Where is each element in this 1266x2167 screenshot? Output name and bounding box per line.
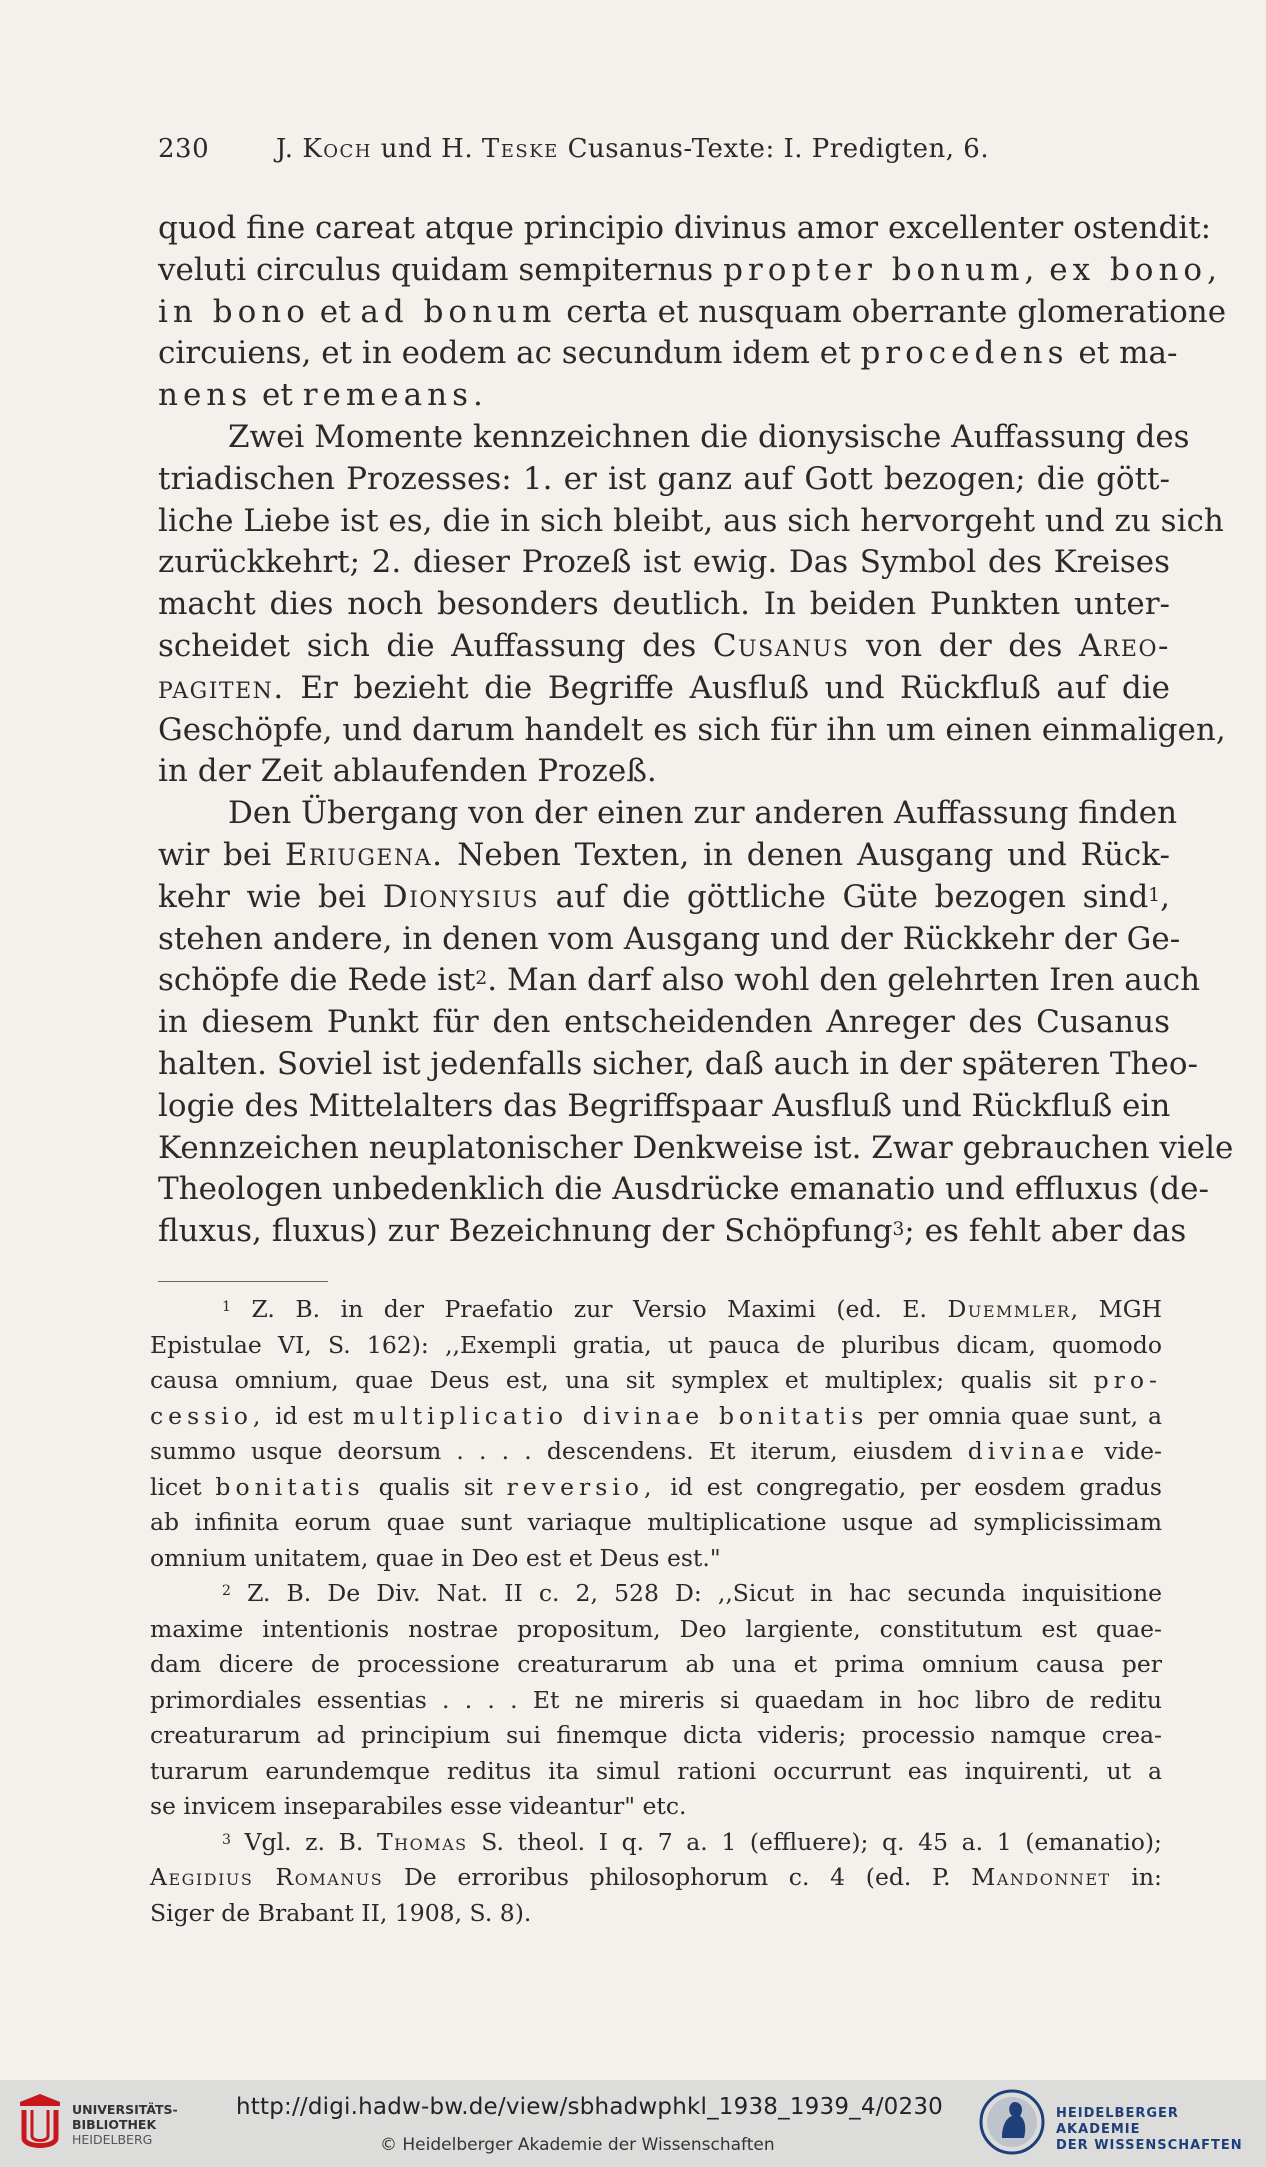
name-smallcaps: Aegidius Romanus xyxy=(150,1863,384,1891)
academy-seal-icon xyxy=(978,2088,1046,2156)
author2-name: Teske xyxy=(481,134,559,164)
footnote-1: $^1$ Z. B. in der Praefatio zur Versio Maximi (ed. E. Duemmler, MGH xyxy=(222,1295,1162,1323)
running-header xyxy=(158,134,1058,164)
header-connector: und xyxy=(380,134,433,164)
footnote-line: dam dicere de processione creaturarum ab una et prima omnium causa per xyxy=(150,1650,1162,1678)
footnote-line: licet bonitatis qualis sit reversio, id est congregatio, per eosdem gradus xyxy=(150,1472,1162,1501)
body-line: quod fine careat atque principio divinus amor excellenter ostendit: xyxy=(158,210,1212,246)
body-line: kehr wie bei Dionysius auf die göttliche Güte bezogen sind$^1$, xyxy=(158,878,1170,915)
spaced-emphasis: divinae xyxy=(967,1437,1090,1465)
body-line: scheidet sich die Auffassung des Cusanus von der des Areo- xyxy=(158,627,1170,664)
body-line: in bono et ad bonum certa et nusquam oberrante glomeratione xyxy=(158,293,1227,330)
footnote-mark: 2 xyxy=(222,1583,231,1599)
university-library-name: UNIVERSITÄTS- BIBLIOTHEK HEIDELBERG xyxy=(72,2102,178,2147)
body-line: nens et remeans. xyxy=(158,377,488,414)
body-line: veluti circulus quidam sempiternus propter bonum, ex bono, xyxy=(158,251,1222,288)
spaced-emphasis: bonitatis xyxy=(215,1472,365,1501)
body-line: wir bei Eriugena. Neben Texten, in denen Ausgang und Rück- xyxy=(158,836,1171,873)
spaced-emphasis: remeans. xyxy=(302,377,488,414)
body-line: Zwei Momente kennzeichnen die dionysische Auffassung des xyxy=(228,418,1190,455)
spaced-emphasis: multiplicatio divinae bonitatis xyxy=(352,1401,869,1430)
footnote-line: se invicem inseparabiles esse videantur" etc. xyxy=(150,1792,687,1820)
footnote-mark: 3 xyxy=(222,1831,231,1848)
footnote-2: $^2$ Z. B. De Div. Nat. II c. 2, 528 D: ,,Sicut in hac secunda inquisitione xyxy=(222,1579,1162,1607)
spaced-emphasis: procedens xyxy=(860,335,1069,372)
footnote-line: Aegidius Romanus De erroribus philosophorum c. 4 (ed. P. Mandonnet in: xyxy=(150,1863,1162,1891)
spaced-emphasis: pro- xyxy=(1093,1366,1162,1394)
academy-name: HEIDELBERGER AKADEMIE DER WISSENSCHAFTEN xyxy=(1056,2106,1243,2153)
spaced-emphasis: nens xyxy=(158,377,253,414)
name-smallcaps: Areo- xyxy=(1078,627,1170,664)
name-smallcaps: pagiten. xyxy=(158,669,285,706)
permalink-url[interactable]: http://digi.hadw-bw.de/view/sbhadwphkl_1938_1939_4/0230 xyxy=(236,2094,943,2120)
footnote-line: Epistulae VI, S. 162): ,,Exempli gratia, ut pauca de pluribus dicam, quomodo xyxy=(150,1330,1162,1359)
name-smallcaps: Mandonnet xyxy=(971,1863,1111,1891)
footnote-line: turarum earundemque reditus ita simul rationi occurrunt eas inquirenti, ut a xyxy=(150,1756,1162,1785)
footnote-line: Siger de Brabant II, 1908, S. 8). xyxy=(150,1898,532,1927)
name-smallcaps: Cusanus xyxy=(712,627,850,664)
running-title: Cusanus-Texte: I. Predigten, 6. xyxy=(567,134,990,164)
footnote-ref: 1 xyxy=(1148,884,1161,906)
name-smallcaps: Eriugena. xyxy=(284,836,444,873)
body-line: triadischen Prozesses: 1. er ist ganz auf Gott bezogen; die gött- xyxy=(158,460,1170,497)
body-line: in diesem Punkt für den entscheidenden Anreger des Cusanus xyxy=(158,1004,1170,1041)
page-number: 230 xyxy=(158,134,210,164)
name-smallcaps: Duemmler xyxy=(947,1295,1071,1323)
spaced-emphasis: in bono xyxy=(158,293,310,330)
footnote-line: primordiales essentias . . . . Et ne mireris si quaedam in hoc libro de reditu xyxy=(150,1685,1162,1714)
body-line: circuiens, et in eodem ac secundum idem et procedens et ma- xyxy=(158,335,1178,372)
footnote-ref: 3 xyxy=(892,1219,905,1241)
body-line: fluxus, fluxus) zur Bezeichnung der Schöpfung$^3$; es fehlt aber das xyxy=(158,1213,1187,1250)
body-line: stehen andere, in denen vom Ausgang und der Rückkehr der Ge- xyxy=(158,920,1181,957)
footnote-line: maxime intentionis nostrae propositum, Deo largiente, constitutum est quae- xyxy=(150,1614,1162,1643)
footer-bar xyxy=(0,2080,1266,2167)
name-smallcaps: Dionysius xyxy=(382,878,539,915)
footnotes xyxy=(150,1292,1162,1931)
footnote-rule xyxy=(158,1281,328,1282)
body-line: Den Übergang von der einen zur anderen Auffassung finden xyxy=(228,795,1178,832)
footnote-ref: 2 xyxy=(475,968,488,990)
footnote-line: cessio, id est multiplicatio divinae bonitatis per omnia quae sunt, a xyxy=(150,1401,1162,1430)
body-line: in der Zeit ablaufenden Prozeß. xyxy=(158,753,657,790)
body-line: logie des Mittelalters das Begriffspaar Ausfluß und Rückfluß ein xyxy=(158,1087,1171,1124)
copyright-notice: © Heidelberger Akademie der Wissenschaften xyxy=(380,2135,775,2155)
body-line: zurückkehrt; 2. dieser Prozeß ist ewig. Das Symbol des Kreises xyxy=(158,544,1170,581)
body-line: halten. Soviel ist jedenfalls sicher, daß auch in der späteren Theo- xyxy=(158,1045,1198,1082)
body-line: Geschöpfe, und darum handelt es sich für ihn um einen einmaligen, xyxy=(158,711,1226,748)
spaced-emphasis: reversio, xyxy=(506,1472,657,1501)
footnote-3: $^3$ Vgl. z. B. Thomas S. theol. I q. 7 a. 1 (effluere); q. 45 a. 1 (emanatio); xyxy=(222,1827,1162,1856)
body-line: Theologen unbedenklich die Ausdrücke emanatio und effluxus (de- xyxy=(158,1171,1209,1208)
spaced-emphasis: cessio, xyxy=(150,1401,266,1430)
body-text xyxy=(158,208,1234,1253)
footnote-line: ab infinita eorum quae sunt variaque multiplicatione usque ad symplicissimam xyxy=(150,1508,1162,1536)
footnote-line: summo usque deorsum . . . . descendens. Et iterum, eiusdem divinae vide- xyxy=(150,1437,1162,1465)
footnote-line: creaturarum ad principium sui finemque dicta videris; processio namque crea- xyxy=(150,1721,1162,1749)
university-library-logo-icon xyxy=(14,2092,66,2154)
author1-initial: J. xyxy=(275,134,294,164)
body-line: liche Liebe ist es, die in sich bleibt, aus sich hervorgeht und zu sich xyxy=(158,502,1224,539)
body-line: schöpfe die Rede ist$^2$. Man darf also wohl den gelehrten Iren auch xyxy=(158,962,1201,999)
footnote-line: causa omnium, quae Deus est, una sit symplex et multiplex; qualis sit pro- xyxy=(150,1366,1162,1394)
author2-initial: H. xyxy=(441,134,474,164)
footnote-mark: 1 xyxy=(222,1299,231,1315)
spaced-emphasis: ex bono, xyxy=(1049,251,1222,288)
footnote-line: omnium unitatem, quae in Deo est et Deus est." xyxy=(150,1543,721,1572)
spaced-emphasis: propter bonum, xyxy=(723,251,1040,288)
name-smallcaps: Thomas xyxy=(376,1827,468,1856)
body-line: pagiten. Er bezieht die Begriffe Ausfluß und Rückfluß auf die xyxy=(158,669,1170,706)
author1-name: Koch xyxy=(302,134,372,164)
body-line: macht dies noch besonders deutlich. In beiden Punkten unter- xyxy=(158,586,1170,623)
spaced-emphasis: ad bonum xyxy=(360,293,557,330)
body-line: Kennzeichen neuplatonischer Denkweise ist. Zwar gebrauchen viele xyxy=(158,1129,1234,1166)
